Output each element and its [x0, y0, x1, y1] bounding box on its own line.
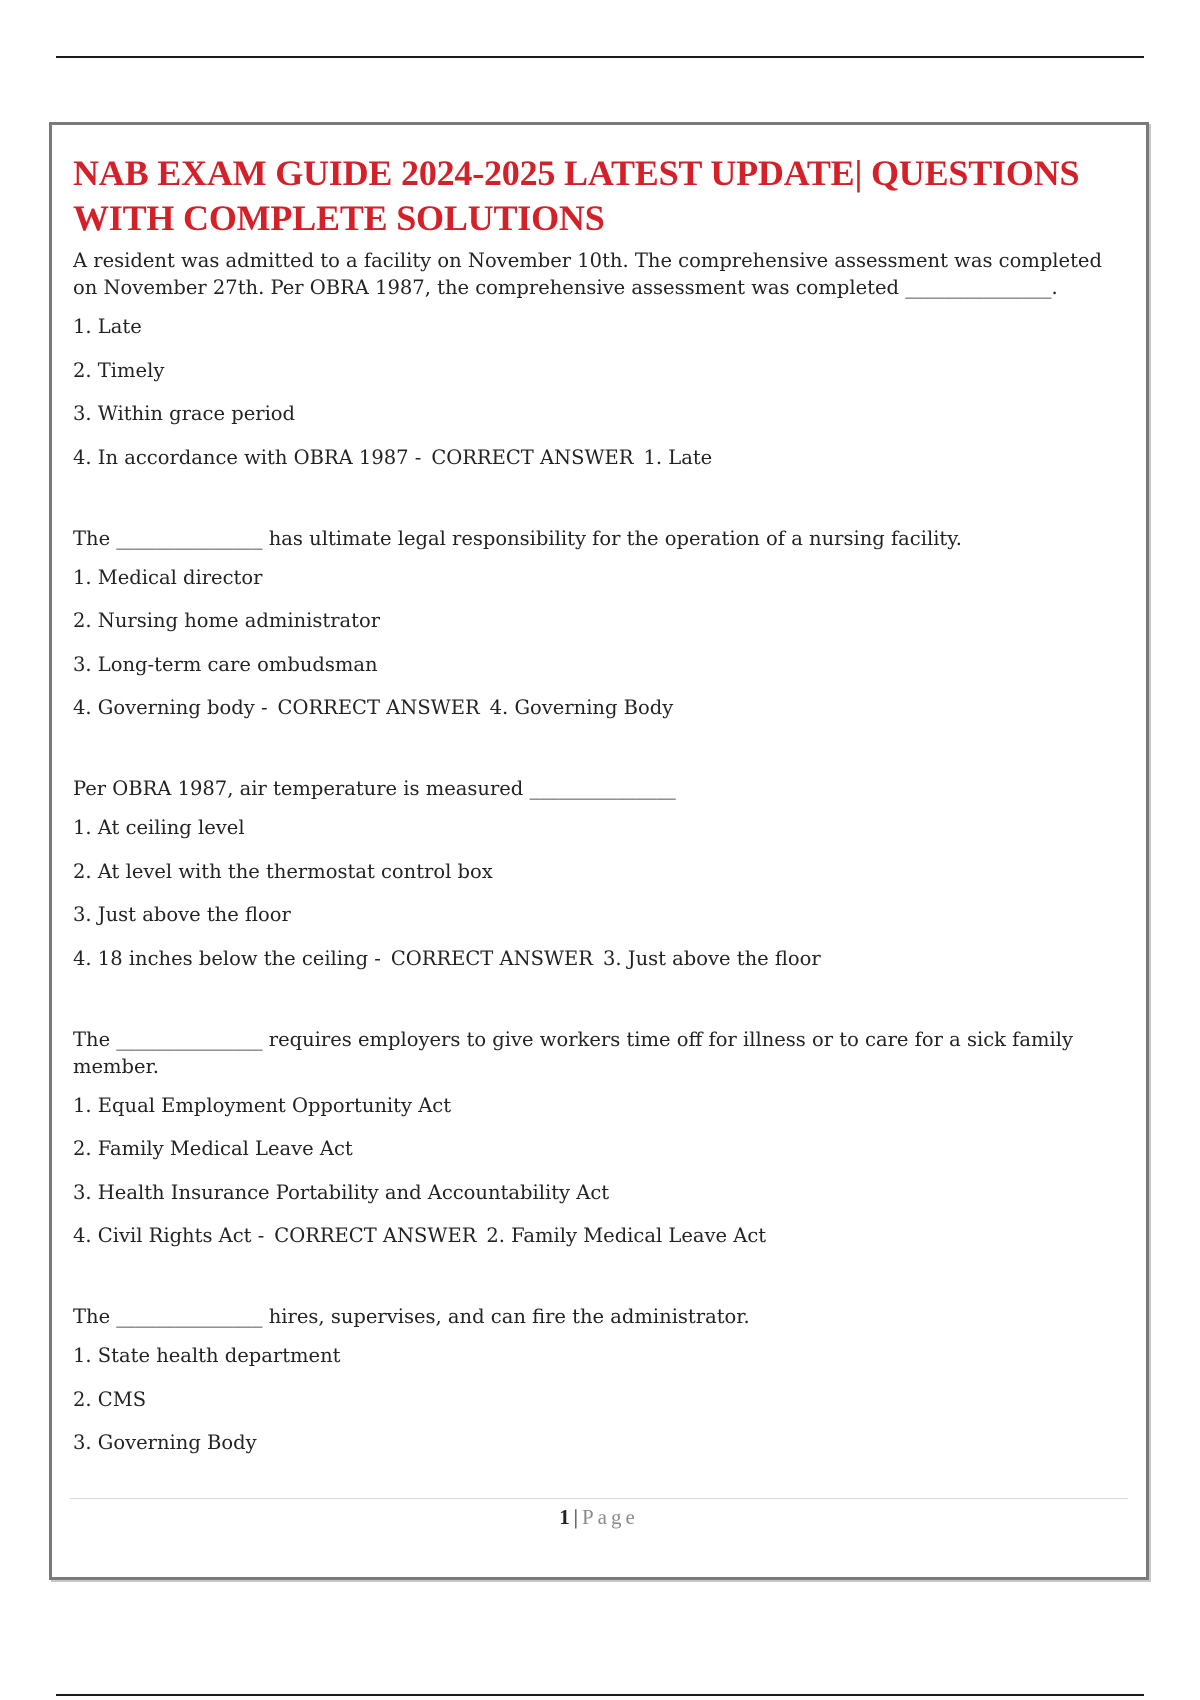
- page-footer: [70, 1498, 1128, 1530]
- question-stem: A resident was admitted to a facility on November 10th. The comprehensive assessment was completed on November 27th. Per OBRA 1987, the comprehensive assessment was completed _______________.: [73, 249, 1102, 299]
- option-4-with-answer: [73, 694, 1123, 721]
- option-1: 1. State health department: [73, 1344, 341, 1367]
- document-title: NAB EXAM GUIDE 2024-2025 LATEST UPDATE| QUESTIONS WITH COMPLETE SOLUTIONS: [73, 153, 1080, 238]
- option-1: 1. At ceiling level: [73, 816, 245, 839]
- question-stem: The _______________ requires employers to give workers time off for illness or to care for a sick family member.: [73, 1027, 1073, 1078]
- top-rule: [56, 56, 1144, 58]
- page-number: 1: [559, 1505, 570, 1529]
- question-2: [73, 525, 1123, 722]
- page-word: Page: [581, 1505, 639, 1529]
- correct-answer-value: 1. Late: [643, 445, 713, 469]
- question-3: [73, 775, 1123, 972]
- option-2: 2. Family Medical Leave Act: [73, 1137, 353, 1160]
- question-stem: Per OBRA 1987, air temperature is measured _______________: [73, 777, 676, 800]
- option-1: 1. Late: [73, 315, 142, 338]
- option-4: 4. Civil Rights Act -: [73, 1224, 265, 1247]
- option-4: 4. Governing body -: [73, 696, 268, 719]
- option-3: 3. Long-term care ombudsman: [73, 652, 378, 676]
- correct-answer-label: CORRECT ANSWER: [274, 1224, 477, 1247]
- option-2: 2. CMS: [73, 1387, 147, 1411]
- correct-answer-label: CORRECT ANSWER: [390, 946, 593, 970]
- correct-answer-label: CORRECT ANSWER: [431, 445, 634, 469]
- option-4-with-answer: [73, 444, 1123, 471]
- option-2: 2. Nursing home administrator: [73, 609, 381, 632]
- question-stem: The _______________ hires, supervises, and can fire the administrator.: [73, 1305, 750, 1328]
- option-3: 3. Governing Body: [73, 1431, 257, 1454]
- option-1: 1. Equal Employment Opportunity Act: [73, 1093, 452, 1117]
- page-content: [73, 151, 1123, 1510]
- option-4: 4. 18 inches below the ceiling -: [73, 946, 381, 970]
- option-1: 1. Medical director: [73, 565, 263, 589]
- option-3: 3. Health Insurance Portability and Accountability Act: [73, 1180, 610, 1204]
- correct-answer-label: CORRECT ANSWER: [277, 696, 480, 719]
- question-5: [73, 1303, 1123, 1456]
- option-2: 2. Timely: [73, 358, 165, 382]
- document-page: [49, 122, 1149, 1580]
- footer-separator: |: [573, 1505, 578, 1529]
- option-3: 3. Just above the floor: [73, 903, 291, 926]
- option-4-with-answer: [73, 945, 1123, 972]
- correct-answer-value: 2. Family Medical Leave Act: [486, 1224, 767, 1247]
- option-4: 4. In accordance with OBRA 1987 -: [73, 445, 422, 469]
- option-2: 2. At level with the thermostat control box: [73, 859, 493, 883]
- correct-answer-value: 3. Just above the floor: [602, 946, 821, 970]
- question-1: [73, 247, 1123, 471]
- option-3: 3. Within grace period: [73, 402, 296, 425]
- correct-answer-value: 4. Governing Body: [489, 696, 674, 719]
- bottom-rule: [56, 1694, 1144, 1696]
- question-stem: The _______________ has ultimate legal responsibility for the operation of a nursing facility.: [73, 526, 962, 550]
- option-4-with-answer: [73, 1222, 1123, 1249]
- question-4: [73, 1026, 1123, 1250]
